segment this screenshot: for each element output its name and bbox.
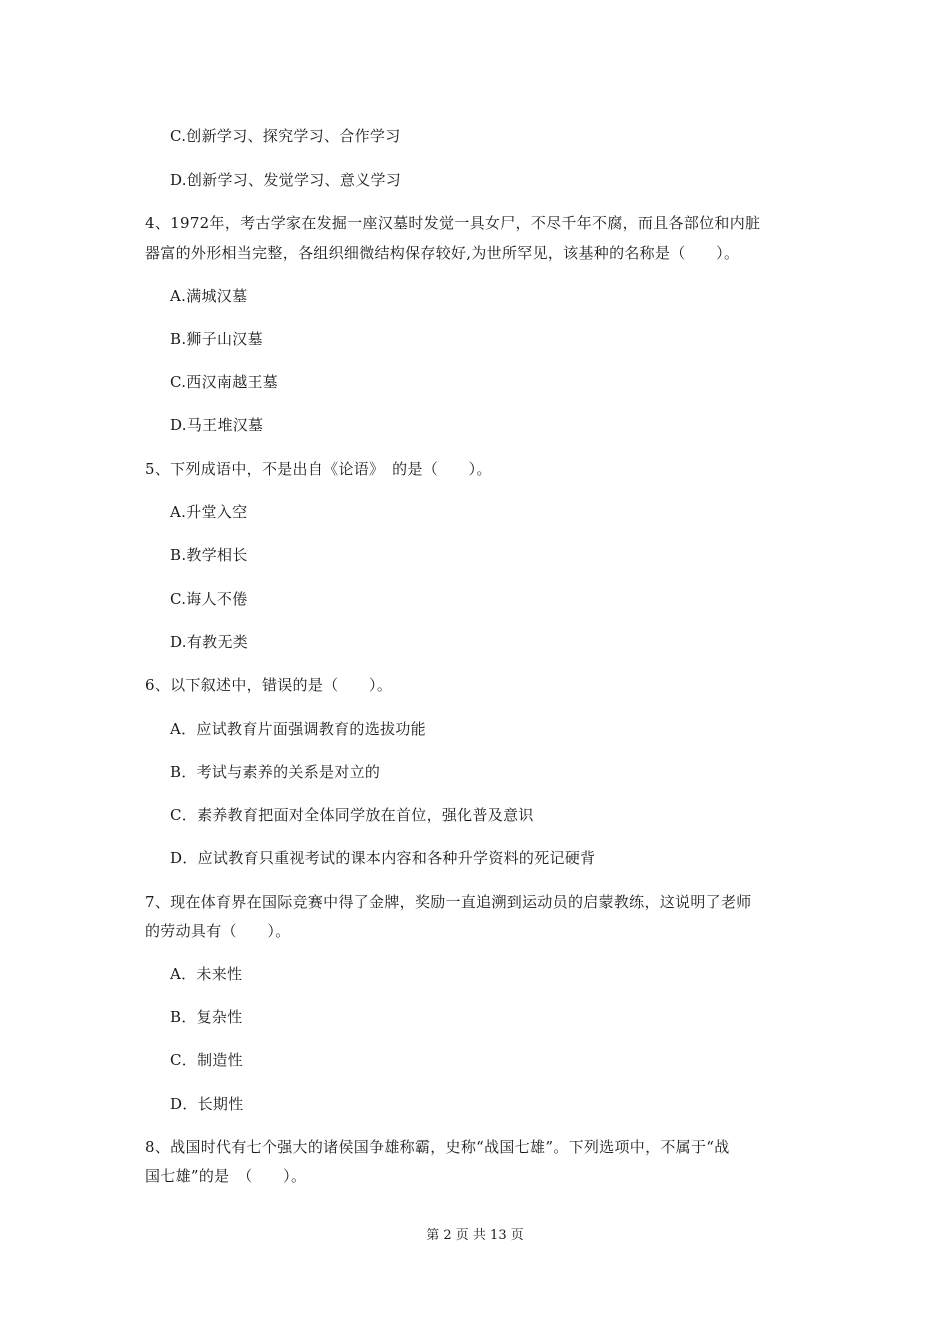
q5-stem-line-1: 5、下列成语中，不是出自《论语》 的是（ ）。	[145, 460, 492, 478]
page-number-footer: 第 2 页 共 13 页	[426, 1228, 524, 1243]
q5-option-c: C.诲人不倦	[170, 590, 248, 608]
q3-option-d: D.创新学习、发觉学习、意义学习	[170, 171, 402, 189]
q6-option-c: C．素养教育把面对全体同学放在首位，强化普及意识	[170, 806, 534, 824]
q4-option-a: A.满城汉墓	[170, 287, 248, 305]
q7-option-d: D．长期性	[170, 1095, 244, 1113]
q7-option-c: C．制造性	[170, 1051, 243, 1069]
q4-stem-line-1: 4、1972年，考古学家在发掘一座汉墓时发觉一具女尸，不尽千年不腐，而且各部位和内脏	[145, 214, 761, 232]
q4-option-c: C.西汉南越王墓	[170, 373, 279, 391]
q7-stem-line-1: 7、现在体育界在国际竞赛中得了金牌，奖励一直追溯到运动员的启蒙教练，这说明了老师	[145, 893, 752, 911]
q6-option-b: B．考试与素养的关系是对立的	[170, 763, 381, 781]
q5-option-a: A.升堂入空	[170, 503, 248, 521]
q4-stem-line-2: 器富的外形相当完整，各组织细微结构保存较好,为世所罕见，该基种的名称是（ ）。	[145, 244, 740, 262]
q6-stem-line-1: 6、以下叙述中，错误的是（ ）。	[145, 676, 393, 694]
q7-option-b: B．复杂性	[170, 1008, 243, 1026]
q4-option-b: B.狮子山汉墓	[170, 330, 263, 348]
q7-option-a: A．未来性	[170, 965, 243, 983]
q3-option-c: C.创新学习、探究学习、合作学习	[170, 127, 401, 145]
q6-option-d: D．应试教育只重视考试的课本内容和各种升学资料的死记硬背	[170, 849, 596, 867]
q8-stem-line-1: 8、战国时代有七个强大的诸侯国争雄称霸，史称“战国七雄”。下列选项中，不属于“战	[145, 1138, 730, 1156]
q4-option-d: D.马王堆汉墓	[170, 416, 264, 434]
q7-stem-line-2: 的劳动具有（ ）。	[145, 922, 291, 940]
q6-option-a: A．应试教育片面强调教育的选拔功能	[170, 720, 426, 738]
q5-option-b: B.教学相长	[170, 546, 248, 564]
q5-option-d: D.有教无类	[170, 633, 249, 651]
q8-stem-line-2: 国七雄”的是 （ ）。	[145, 1167, 307, 1185]
